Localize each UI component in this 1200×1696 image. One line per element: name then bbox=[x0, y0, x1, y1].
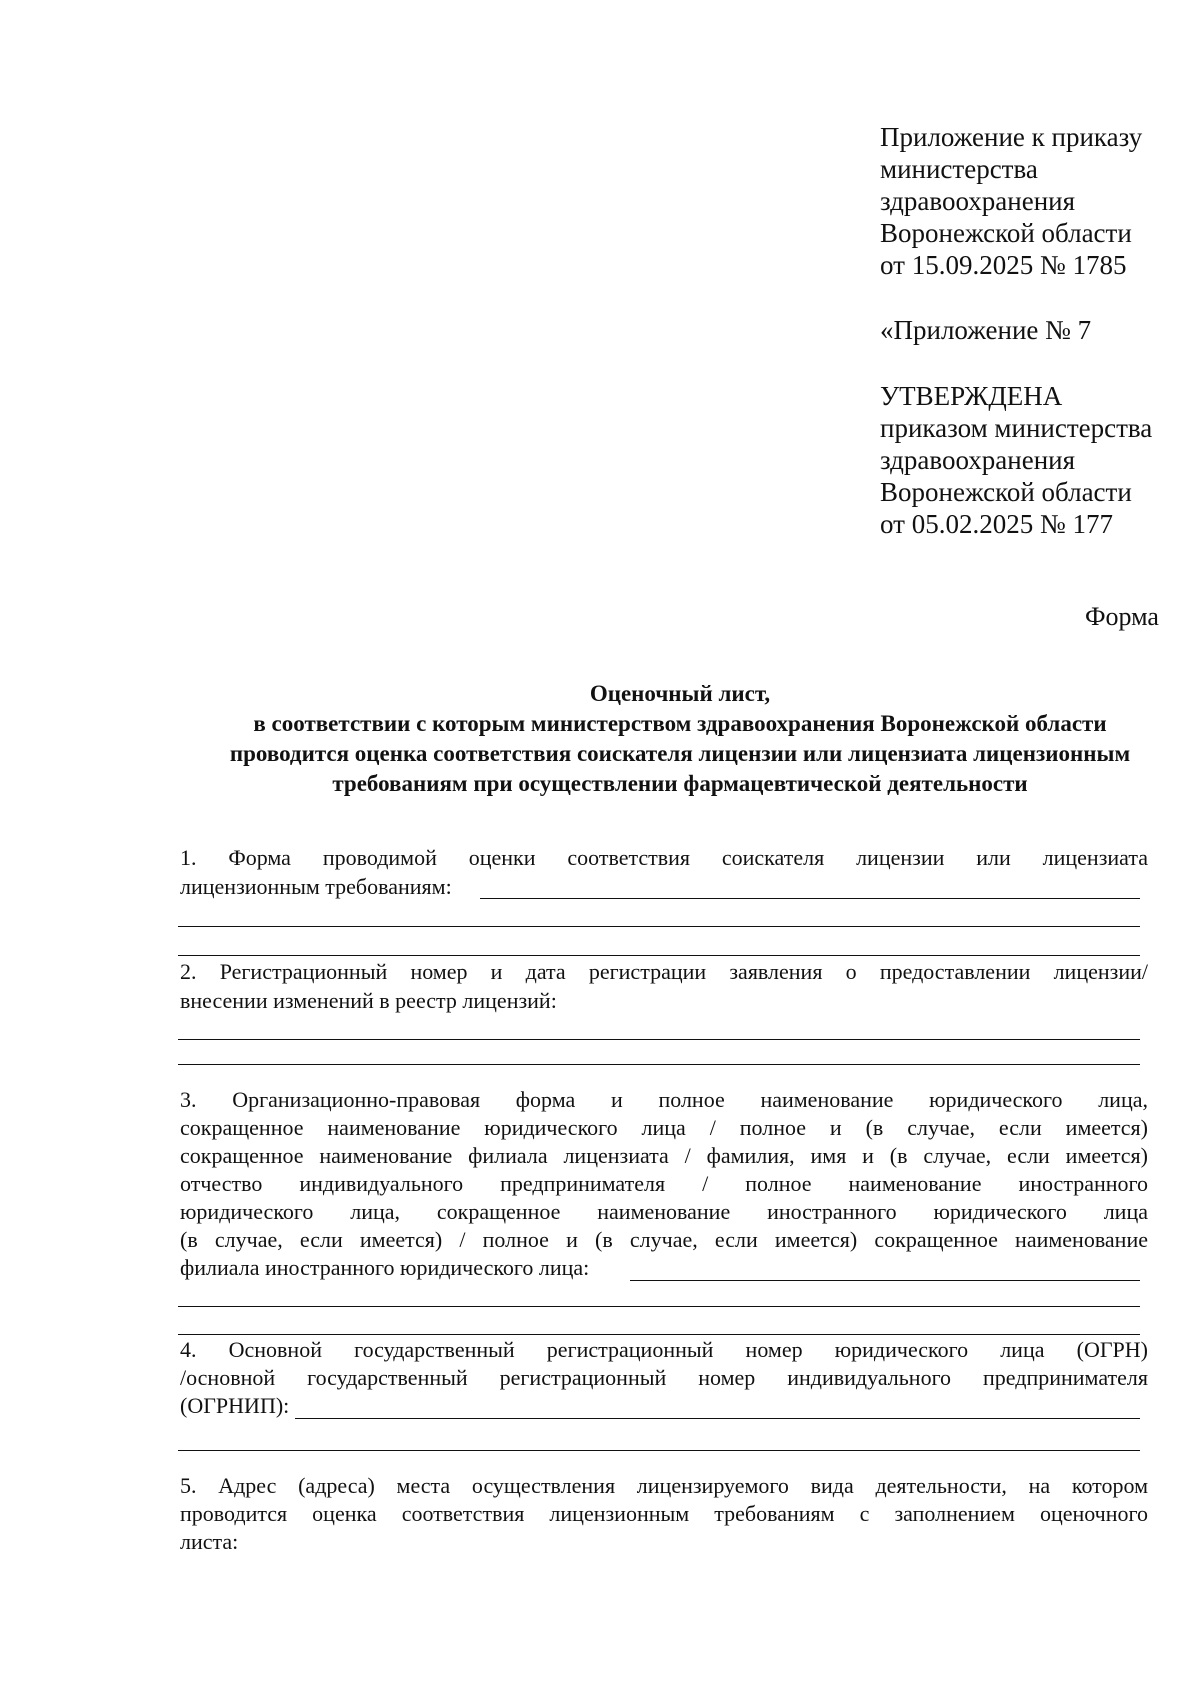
item-text-line: внесении изменений в реестр лицензий: bbox=[180, 988, 557, 1013]
fill-in-line[interactable] bbox=[178, 1450, 1140, 1451]
title-line: в соответствии с которым министерством здравоохранения Воронежской области bbox=[253, 711, 1107, 736]
item-text-line: 4. Основной государственный регистрационный номер юридического лица (ОГРН) bbox=[180, 1337, 1148, 1362]
item-text-line: отчество индивидуального предпринимателя / полное наименование иностранного bbox=[180, 1171, 1148, 1196]
fill-in-line[interactable] bbox=[178, 1334, 1140, 1335]
item-text-line: (ОГРНИП): bbox=[180, 1393, 290, 1418]
fill-in-line[interactable] bbox=[178, 955, 1140, 956]
item-text-line: юридического лица, сокращенное наименование иностранного юридического лица bbox=[180, 1199, 1148, 1224]
item-text-line: /основной государственный регистрационный номер индивидуального предпринимателя bbox=[180, 1365, 1148, 1390]
fill-in-line[interactable] bbox=[630, 1280, 1140, 1281]
approval-line: здравоохранения bbox=[880, 445, 1076, 475]
fill-in-line[interactable] bbox=[178, 1306, 1140, 1307]
item-text-line: (в случае, если имеется) / полное и (в случае, если имеется) сокращенное наименование bbox=[180, 1227, 1148, 1252]
fill-in-line[interactable] bbox=[178, 926, 1140, 927]
fill-in-line[interactable] bbox=[178, 1039, 1140, 1040]
form-label: Форма bbox=[1085, 602, 1159, 631]
item-text-line: филиала иностранного юридического лица: bbox=[180, 1255, 590, 1280]
fill-in-line[interactable] bbox=[480, 898, 1140, 899]
item-text-line: 3. Организационно-правовая форма и полное наименование юридического лица, bbox=[180, 1087, 1148, 1112]
item-text-line: 2. Регистрационный номер и дата регистрации заявления о предоставлении лицензии/ bbox=[180, 959, 1148, 984]
title-line: требованиям при осуществлении фармацевтической деятельности bbox=[332, 771, 1028, 796]
item-text-line: лицензионным требованиям: bbox=[180, 874, 452, 899]
approval-line: приказом министерства bbox=[880, 413, 1153, 443]
appendix-line: министерства bbox=[880, 154, 1038, 184]
item-text-line: сокращенное наименование филиала лицензиата / фамилия, имя и (в случае, если имеется) bbox=[180, 1143, 1148, 1168]
appendix-line: здравоохранения bbox=[880, 186, 1076, 216]
item-text-line: листа: bbox=[180, 1529, 239, 1554]
fill-in-line[interactable] bbox=[295, 1418, 1140, 1419]
title-line: проводится оценка соответствия соискателя лицензии или лицензиата лицензионным bbox=[229, 741, 1131, 766]
appendix-line: от 15.09.2025 № 1785 bbox=[880, 250, 1127, 280]
appendix-line: Воронежской области bbox=[880, 218, 1132, 248]
fill-in-line[interactable] bbox=[178, 1064, 1140, 1065]
approval-line: от 05.02.2025 № 177 bbox=[880, 509, 1113, 539]
item-text-line: сокращенное наименование юридического лица / полное и (в случае, если имеется) bbox=[180, 1115, 1148, 1140]
item-text-line: проводится оценка соответствия лицензионным требованиям с заполнением оценочного bbox=[180, 1501, 1148, 1526]
approval-line: УТВЕРЖДЕНА bbox=[880, 381, 1063, 411]
appendix-line: Приложение к приказу bbox=[880, 122, 1143, 152]
prilozhenie-line: «Приложение № 7 bbox=[880, 315, 1092, 345]
item-text-line: 1. Форма проводимой оценки соответствия соискателя лицензии или лицензиата bbox=[180, 845, 1148, 870]
approval-line: Воронежской области bbox=[880, 477, 1132, 507]
title-line: Оценочный лист, bbox=[589, 681, 771, 706]
item-text-line: 5. Адрес (адреса) места осуществления лицензируемого вида деятельности, на котором bbox=[180, 1473, 1148, 1498]
